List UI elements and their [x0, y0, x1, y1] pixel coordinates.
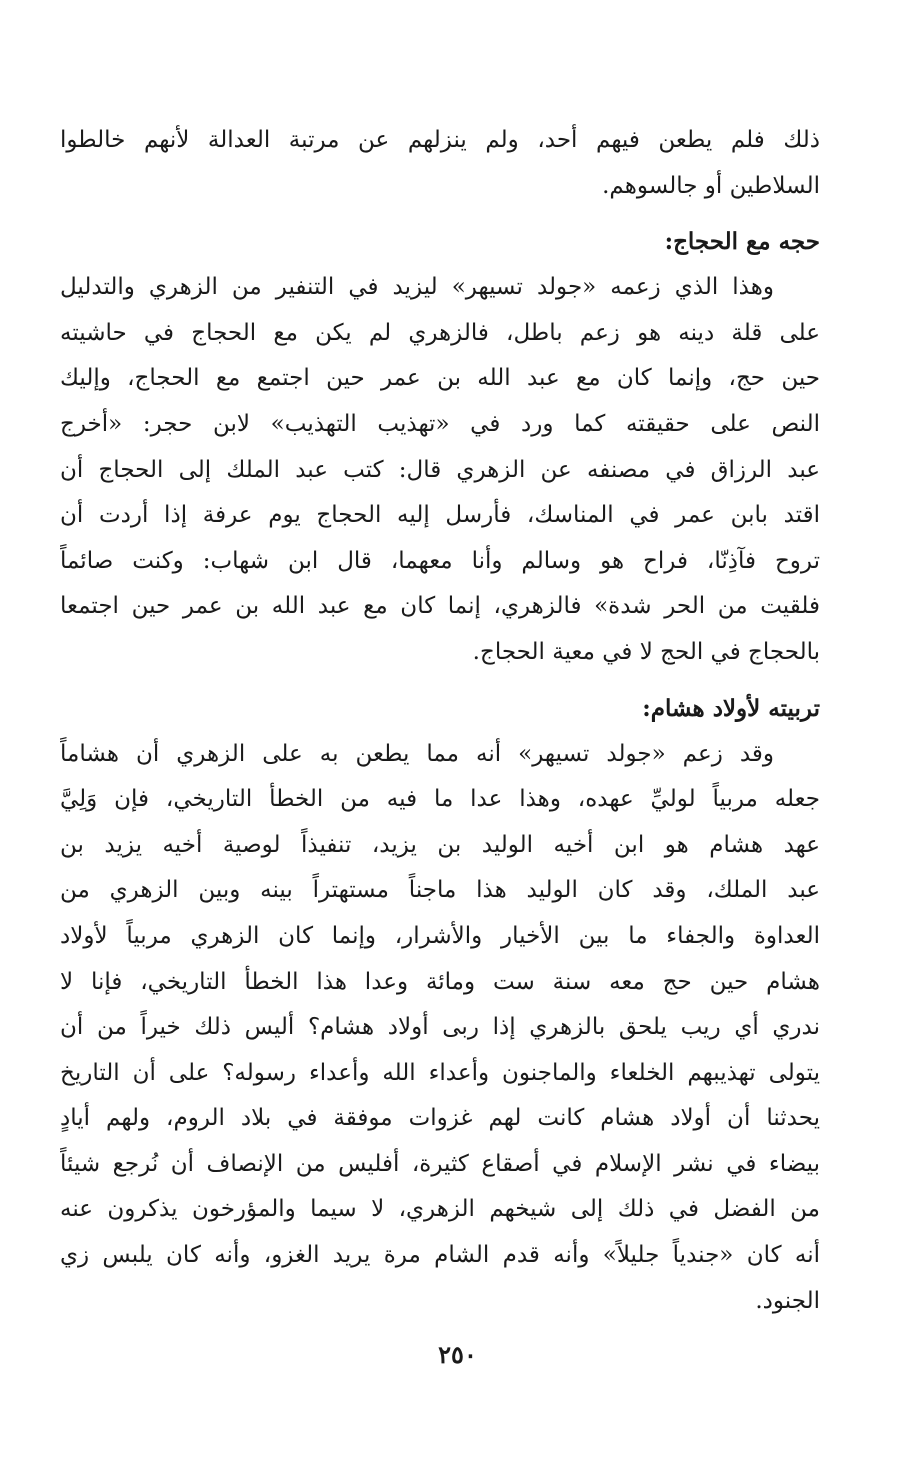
text-line: فلقيت من الحر شدة» فالزهري، إنما كان مع عبد الله بن عمر حين اجتمعا — [60, 593, 820, 620]
text-line: من الفضل في ذلك إلى شيخهم الزهري، لا سيما والمؤرخون يذكرون عنه — [60, 1196, 820, 1223]
text-line: النص على حقيقته كما ورد في «تهذيب التهذيب» لابن حجر: «أخرج — [60, 410, 820, 437]
text-line: يحدثنا أن أولاد هشام كانت لهم غزوات موفقة في بلاد الروم، ولهم أيادٍ — [60, 1105, 820, 1132]
text-line: هشام حين حج معه سنة ست ومائة وعدا هذا الخطأ التاريخي، فإنا لا — [60, 968, 820, 995]
paragraph-hajj — [60, 265, 820, 675]
text-line: تروح فآذِنّا، فراح هو وسالم وأنا معهما، قال ابن شهاب: وكنت صائماً — [60, 547, 820, 574]
text-line: جعله مربياً لوليِّ عهده، وهذا عدا ما فيه من الخطأ التاريخي، فإن وَلِيَّ — [60, 786, 820, 813]
text-line: اقتد بابن عمر في المناسك، فأرسل إليه الحجاج يوم عرفة إذا أردت أن — [60, 502, 820, 529]
text-line: بيضاء في نشر الإسلام في أصقاع كثيرة، أفليس من الإنصاف أن نُرجع شيئاً — [60, 1150, 820, 1177]
paragraph-hisham — [60, 732, 820, 1325]
text-line: بالحجاج في الحج لا في معية الحجاج. — [472, 638, 820, 665]
text-line: ندري أي ريب يلحق بالزهري إذا ربى أولاد هشام؟ أليس ذلك خيراً من أن — [60, 1014, 820, 1041]
section-heading-hisham: تربيته لأولاد هشام: — [642, 694, 820, 722]
page-body — [60, 118, 820, 1324]
text-line: وهذا الذي زعمه «جولد تسيهر» ليزيد في التنفير من الزهري والتدليل — [60, 274, 774, 301]
text-line: وقد زعم «جولد تسيهر» أنه مما يطعن به على الزهري أن هشاماً — [60, 740, 774, 767]
text-line: عهد هشام هو ابن أخيه الوليد بن يزيد، تنفيذاً لوصية أخيه يزيد بن — [60, 831, 820, 858]
text-line: السلاطين أو جالسوهم. — [602, 172, 820, 199]
text-line: عبد الملك، وقد كان الوليد هذا ماجناً مستهتراً بينه وبين الزهري من — [60, 877, 820, 904]
text-line: عبد الرزاق في مصنفه عن الزهري قال: كتب عبد الملك إلى الحجاج أن — [60, 456, 820, 483]
text-line: العداوة والجفاء ما بين الأخيار والأشرار، وإنما كان الزهري مربياً لأولاد — [60, 922, 820, 949]
text-line: حين حج، وإنما كان مع عبد الله بن عمر حين اجتمع مع الحجاج، وإليك — [60, 365, 820, 392]
text-line: الجنود. — [755, 1287, 820, 1314]
section-heading-hajj: حجه مع الحجاج: — [664, 228, 820, 256]
text-line: أنه كان «جندياً جليلاً» وأنه قدم الشام مرة يريد الغزو، وأنه كان يلبس زي — [60, 1242, 820, 1269]
text-line: على قلة دينه هو زعم باطل، فالزهري لم يكن مع الحجاج في حاشيته — [60, 319, 820, 346]
page-number: ٢٥٠ — [438, 1340, 477, 1369]
paragraph-intro — [60, 118, 820, 209]
text-line: ذلك فلم يطعن فيهم أحد، ولم ينزلهم عن مرتبة العدالة لأنهم خالطوا — [60, 127, 820, 153]
text-line: يتولى تهذيبهم الخلعاء والماجنون وأعداء الله وأعداء رسوله؟ على أن التاريخ — [60, 1059, 820, 1086]
